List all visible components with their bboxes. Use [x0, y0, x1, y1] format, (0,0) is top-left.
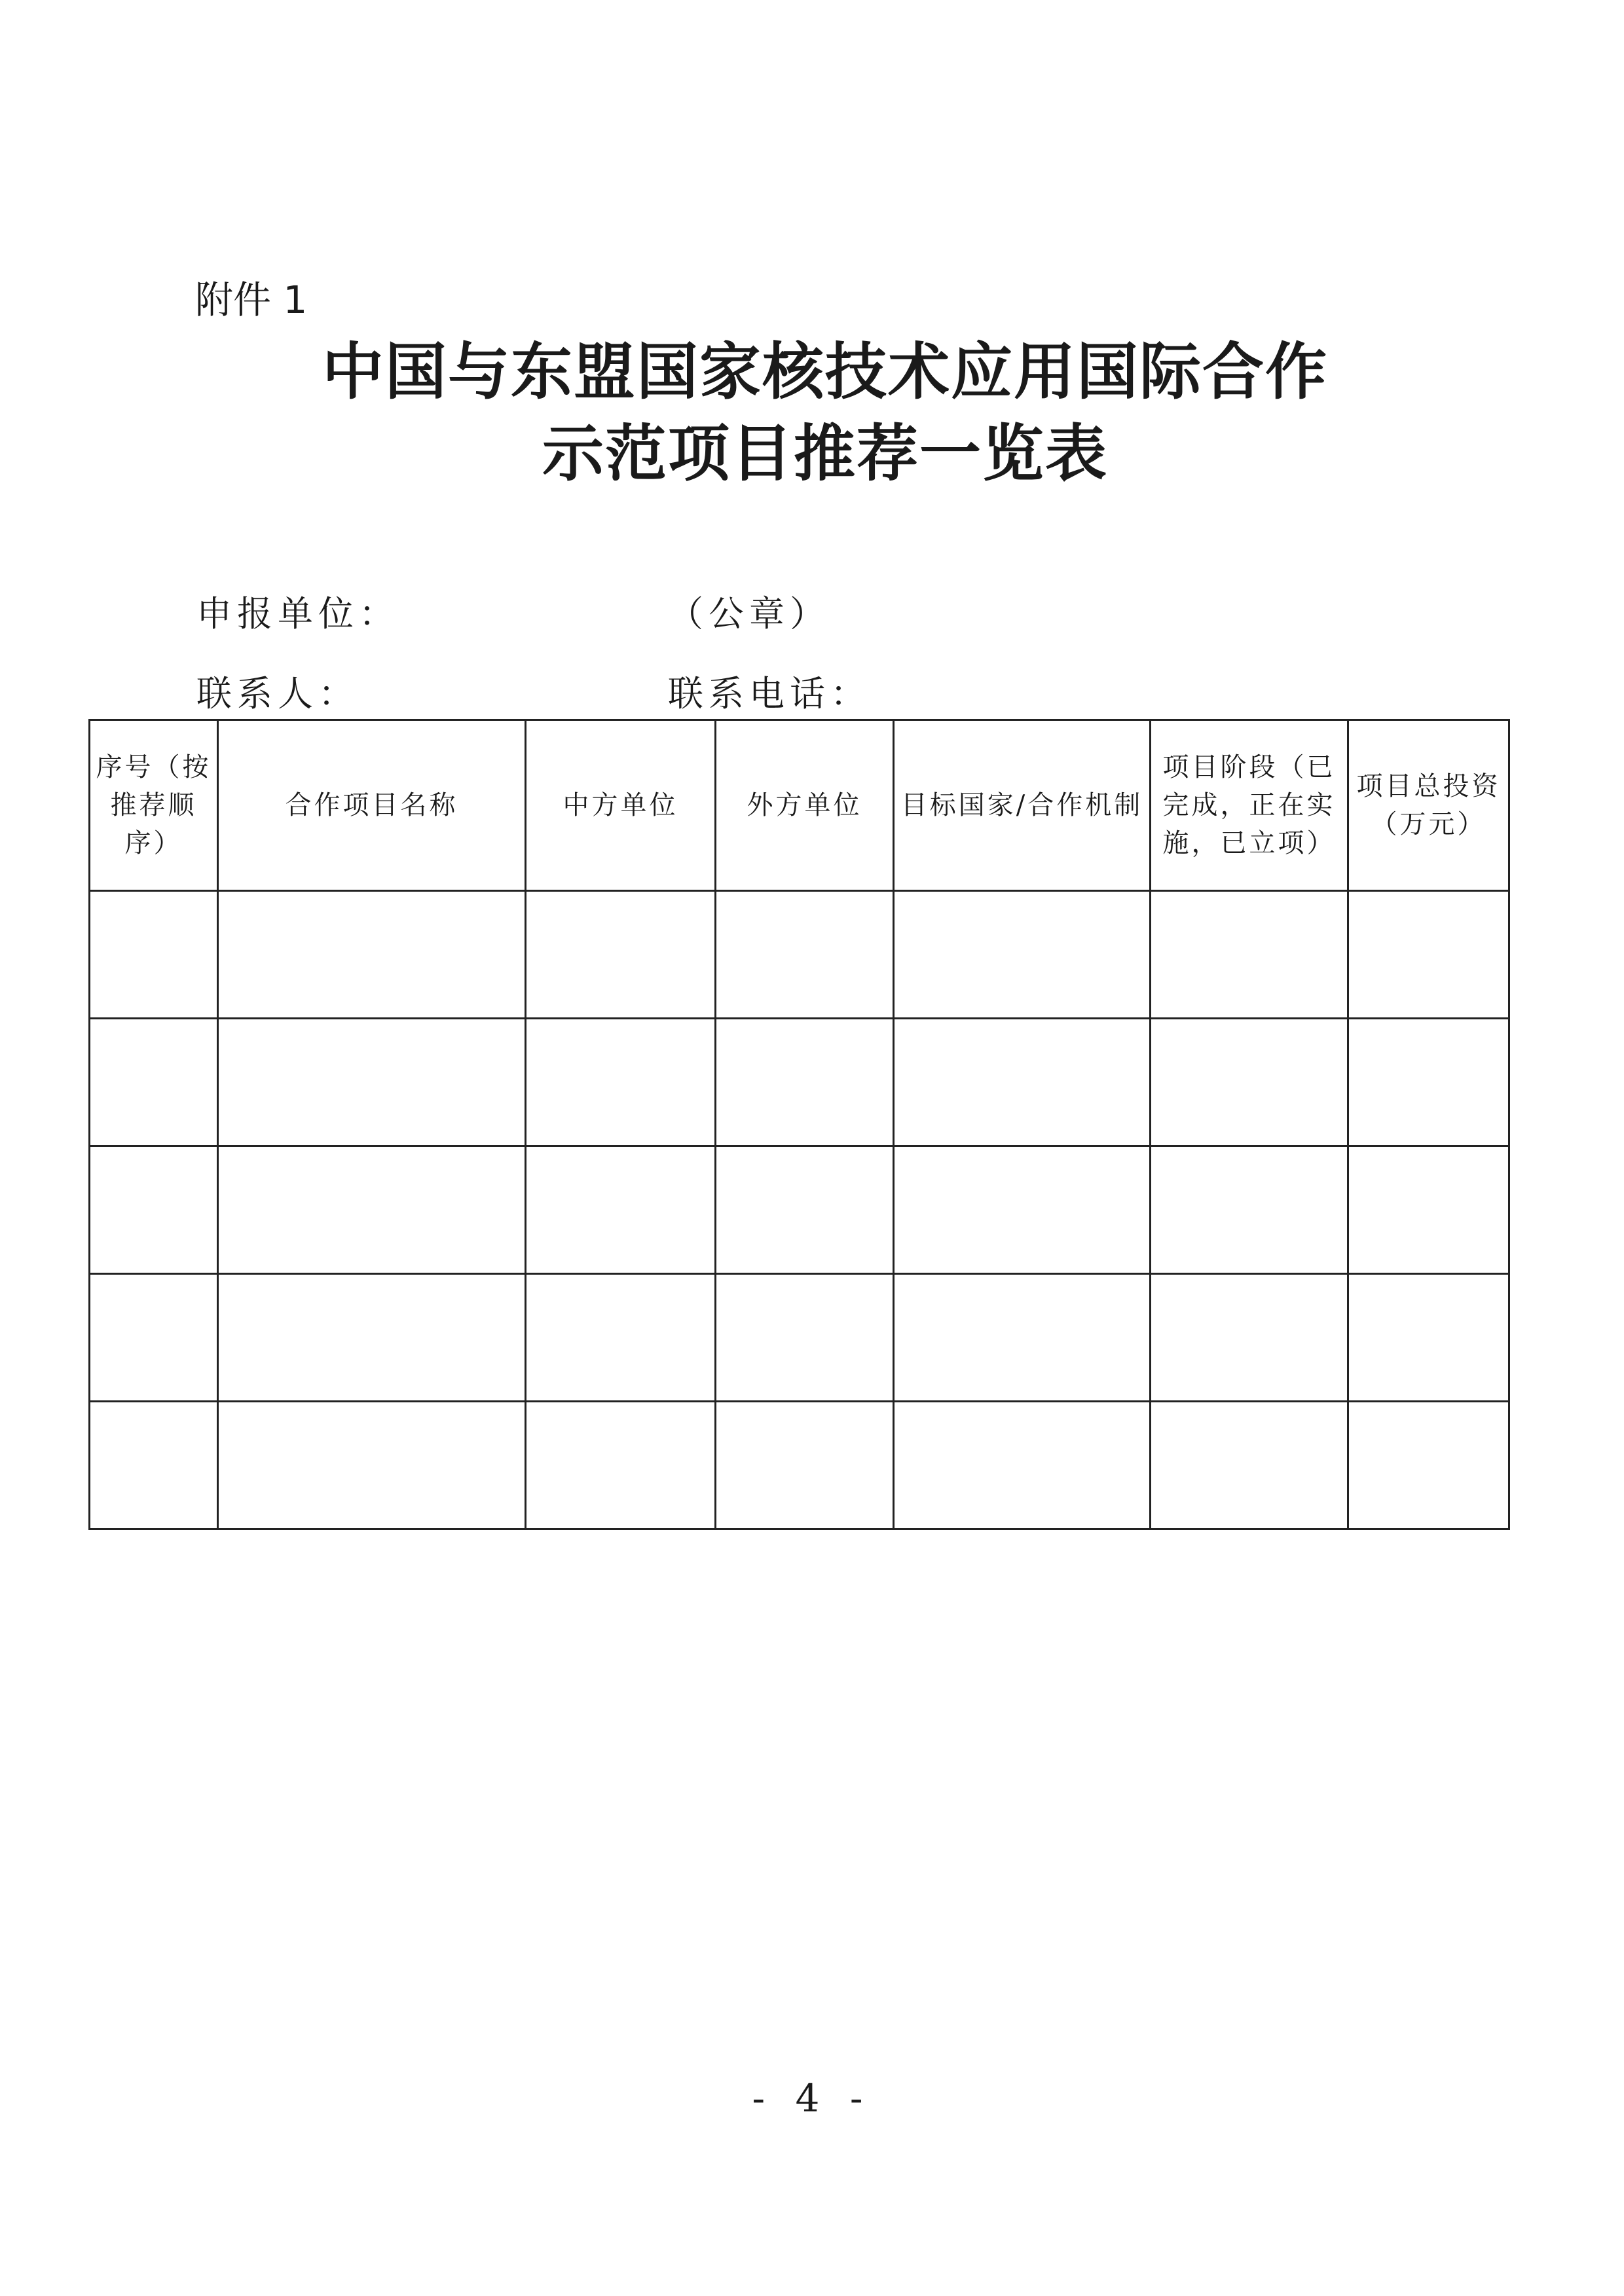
table-cell[interactable] [716, 1019, 894, 1146]
table-cell[interactable] [218, 1019, 526, 1146]
table-cell[interactable] [90, 1402, 218, 1529]
table-cell[interactable] [1348, 891, 1509, 1019]
table-cell[interactable] [218, 1146, 526, 1274]
table-cell[interactable] [526, 1146, 716, 1274]
table-cell[interactable] [1151, 1146, 1348, 1274]
seal-label: （公章） [668, 593, 830, 634]
table-cell[interactable] [1348, 1274, 1509, 1402]
table-cell[interactable] [90, 1274, 218, 1402]
table-cell[interactable] [218, 891, 526, 1019]
table-cell[interactable] [1348, 1146, 1509, 1274]
table-cell[interactable] [1348, 1402, 1509, 1529]
table-cell[interactable] [894, 1019, 1151, 1146]
table-cell[interactable] [716, 1402, 894, 1529]
table-cell[interactable] [90, 891, 218, 1019]
table-cell[interactable] [894, 1402, 1151, 1529]
table-cell[interactable] [1348, 1019, 1509, 1146]
table-row [90, 1402, 1509, 1529]
table-cell[interactable] [218, 1402, 526, 1529]
document-title-line-2: 示范项目推荐一览表 [542, 418, 1108, 490]
column-header-sequence: 序号（按推荐顺序） [90, 720, 218, 891]
table-cell[interactable] [1151, 1402, 1348, 1529]
attachment-label: 附件 1 [195, 278, 308, 322]
table-cell[interactable] [1151, 1274, 1348, 1402]
table-row [90, 1146, 1509, 1274]
table-cell[interactable] [894, 1274, 1151, 1402]
column-header-project-name: 合作项目名称 [218, 720, 526, 891]
table-row [90, 891, 1509, 1019]
table-row [90, 1019, 1509, 1146]
table-cell[interactable] [894, 891, 1151, 1019]
table-cell[interactable] [716, 891, 894, 1019]
table-cell[interactable] [526, 1402, 716, 1529]
table-cell[interactable] [1151, 1019, 1348, 1146]
table-header-row [90, 720, 1509, 891]
table-cell[interactable] [526, 1019, 716, 1146]
table-row [90, 1274, 1509, 1402]
table-cell[interactable] [716, 1146, 894, 1274]
table-cell[interactable] [716, 1274, 894, 1402]
contact-person-label: 联系人： [196, 673, 359, 714]
contact-phone-label: 联系电话： [668, 673, 871, 714]
column-header-total-investment: 项目总投资（万元） [1348, 720, 1509, 891]
table-cell[interactable] [526, 891, 716, 1019]
page-number: - 4 - [752, 2076, 872, 2121]
document-title-line-1: 中国与东盟国家核技术应用国际合作 [322, 336, 1328, 408]
table-cell[interactable] [1151, 891, 1348, 1019]
recommendation-table [88, 719, 1510, 1530]
table-cell[interactable] [90, 1019, 218, 1146]
column-header-target-country: 目标国家/合作机制 [894, 720, 1151, 891]
column-header-foreign-unit: 外方单位 [716, 720, 894, 891]
column-header-chinese-unit: 中方单位 [526, 720, 716, 891]
applicant-unit-label: 申报单位： [196, 593, 399, 634]
table-cell[interactable] [894, 1146, 1151, 1274]
table-cell[interactable] [218, 1274, 526, 1402]
table-cell[interactable] [90, 1146, 218, 1274]
column-header-project-stage: 项目阶段（已完成，正在实施，已立项） [1151, 720, 1348, 891]
table-cell[interactable] [526, 1274, 716, 1402]
